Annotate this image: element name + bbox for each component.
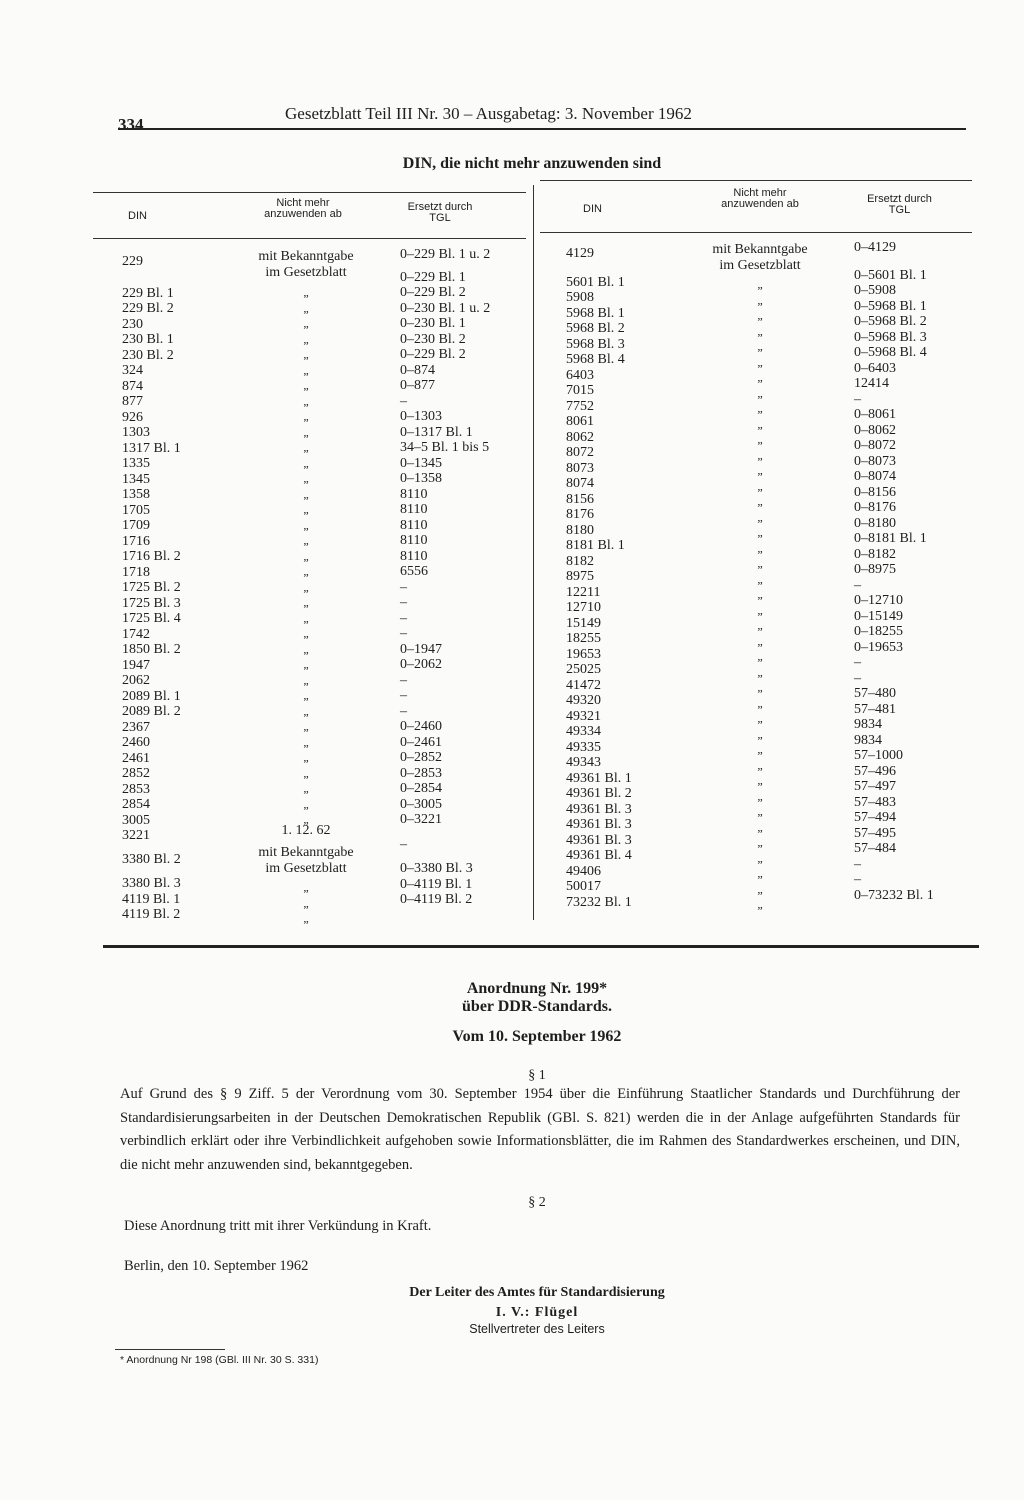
ab-line: mit Bekanntgabe: [712, 242, 808, 257]
table-cell: 2853: [122, 781, 150, 797]
table-cell: 1718: [122, 564, 150, 580]
table-cell: 15149: [566, 615, 601, 631]
ditto-mark: „: [757, 556, 763, 570]
ditto-mark: „: [757, 323, 763, 338]
table-cell: 229 Bl. 2: [122, 301, 174, 316]
left-tgl-column: [400, 247, 490, 908]
table-cell: 0–4119 Bl. 1: [400, 876, 473, 892]
table-top-rule-left: [93, 192, 526, 193]
table-cell: –: [400, 393, 407, 409]
table-cell: 73232 Bl. 1: [566, 894, 632, 910]
table-cell: 0–6403: [854, 360, 896, 376]
table-cell: 0–4129: [854, 240, 896, 255]
table-cell: 0–230 Bl. 2: [400, 331, 466, 347]
left-din-column: [122, 254, 181, 923]
left-ab-ditto-tail: [236, 880, 376, 927]
table-cell: 1705: [122, 502, 150, 518]
table-cell: 0–230 Bl. 1: [400, 316, 466, 331]
ditto-mark: „: [757, 711, 763, 725]
table-cell: 1716 Bl. 2: [122, 549, 181, 564]
ditto-mark: „: [757, 385, 763, 400]
place-date: Berlin, den 10. September 1962: [124, 1258, 309, 1274]
table-cell: 2460: [122, 735, 150, 750]
table-cell: 0–2460: [400, 719, 442, 734]
table-cell: –: [400, 672, 407, 688]
signature-organization: Der Leiter des Amtes für Standardisierung: [409, 1285, 665, 1300]
table-cell: 2089 Bl. 2: [122, 704, 181, 719]
ditto-mark: „: [303, 502, 309, 516]
table-cell: 0–12710: [854, 593, 903, 608]
ditto-mark: „: [303, 641, 309, 656]
table-cell: 0–2854: [400, 781, 442, 796]
ditto-mark: „: [303, 688, 309, 702]
table-cell: 49320: [566, 693, 601, 708]
table-cell: 12211: [566, 584, 601, 600]
ditto-mark: „: [303, 610, 309, 625]
ditto-mark: „: [303, 796, 309, 811]
table-cell: 18255: [566, 631, 601, 646]
ditto-mark: „: [303, 424, 309, 439]
table-cell: 3380 Bl. 3: [122, 876, 181, 891]
table-cell: –: [400, 610, 407, 626]
table-cell: 1947: [122, 657, 150, 673]
table-cell: 5968 Bl. 2: [566, 321, 625, 336]
table-cell: –: [854, 856, 861, 872]
table-cell: 49361 Bl. 3: [566, 817, 632, 832]
right-tgl-column: [854, 240, 934, 903]
table-cell: 6403: [566, 367, 594, 383]
ditto-mark: „: [303, 579, 309, 594]
table-bottom-rule: [103, 945, 979, 948]
table-cell: 8110: [400, 502, 428, 517]
table-cell: 8110: [400, 517, 428, 533]
table-cell: 0–8176: [854, 500, 896, 515]
ditto-mark: „: [303, 362, 309, 377]
table-cell: 0–230 Bl. 1 u. 2: [400, 300, 491, 316]
table-cell: 57–480: [854, 686, 896, 701]
table-cell: 0–2853: [400, 765, 442, 781]
table-cell: 49361 Bl. 1: [566, 770, 632, 786]
ditto-mark: „: [757, 292, 763, 307]
table-cell: 0–5908: [854, 283, 896, 298]
ditto-mark: „: [757, 478, 763, 493]
table-cell: 6556: [400, 564, 428, 579]
table-cell: 0–8156: [854, 484, 896, 500]
footnote: * Anordnung Nr 198 (GBl. III Nr. 30 S. 331): [120, 1354, 319, 1366]
table-cell: 12414: [854, 376, 889, 391]
ditto-mark: „: [303, 911, 309, 925]
table-cell: 926: [122, 409, 143, 425]
order-title: Anordnung Nr. 199*: [466, 980, 608, 997]
signature-role: Stellvertreter des Leiters: [469, 1322, 605, 1336]
ditto-mark: „: [303, 548, 309, 563]
table-cell: 8156: [566, 491, 594, 507]
table-cell: 8975: [566, 569, 594, 584]
table-cell: 0–2852: [400, 750, 442, 765]
table-cell: 2089 Bl. 1: [122, 688, 181, 704]
table-cell: 8182: [566, 553, 594, 569]
table-cell: 49335: [566, 739, 601, 755]
table-cell: 3221: [122, 828, 150, 843]
page-number: 334: [118, 115, 144, 134]
ditto-mark: „: [757, 695, 763, 710]
table-cell: 49361 Bl. 2: [566, 786, 632, 801]
ditto-mark: „: [757, 788, 763, 803]
table-cell: 2062: [122, 673, 150, 688]
table-cell: 0–8182: [854, 546, 896, 562]
header-bottom-rule-left: [93, 238, 526, 239]
ditto-mark: „: [757, 649, 763, 663]
ditto-mark: „: [757, 804, 763, 818]
right-ab-ditto-column: [690, 277, 830, 913]
ditto-mark: „: [757, 602, 763, 617]
table-cell: 8110: [400, 533, 428, 548]
table-cell: 0–8975: [854, 562, 896, 577]
table-cell: 7752: [566, 398, 594, 414]
table-cell: 0–8181 Bl. 1: [854, 531, 927, 546]
table-cell: –: [854, 872, 861, 887]
ditto-mark: „: [757, 354, 763, 369]
right-mit-bekanntgabe: [690, 242, 830, 273]
left-mit-bekanntgabe-2: [236, 845, 376, 876]
table-cell: 9834: [854, 717, 882, 732]
table-cell: 0–1317 Bl. 1: [400, 424, 473, 440]
ditto-mark: „: [303, 440, 309, 454]
table-cell: 4119 Bl. 1: [122, 891, 181, 907]
ditto-mark: „: [303, 880, 309, 894]
table-cell: 19653: [566, 646, 601, 662]
ab-line: im Gesetzblatt: [265, 860, 347, 876]
ditto-mark: „: [303, 471, 309, 485]
table-title: DIN, die nicht mehr anzuwenden sind: [402, 155, 662, 172]
table-cell: –: [400, 626, 407, 641]
ab-line: mit Bekanntgabe: [258, 845, 354, 860]
order-subtitle: über DDR-Standards.: [462, 998, 612, 1015]
ditto-mark: „: [757, 401, 763, 415]
table-cell: 5968 Bl. 1: [566, 305, 625, 321]
table-cell: 0–8061: [854, 407, 896, 422]
table-cell: 8061: [566, 414, 594, 429]
ditto-mark: „: [757, 370, 763, 384]
table-cell: 0–229 Bl. 1: [400, 269, 466, 285]
table-cell: 8180: [566, 522, 594, 538]
table-cell: 49361 Bl. 3: [566, 832, 632, 848]
table-cell: 50017: [566, 879, 601, 894]
col-header-ab-left: Nicht mehr anzuwenden ab: [264, 197, 342, 220]
ditto-mark: „: [757, 447, 763, 462]
table-cell: 0–3005: [400, 796, 442, 812]
table-cell: 0–19653: [854, 639, 903, 655]
ditto-mark: „: [303, 347, 309, 361]
table-cell: 0–18255: [854, 624, 903, 639]
section-1-mark: § 1: [528, 1068, 546, 1083]
table-cell: 12710: [566, 600, 601, 615]
table-cell: 4119 Bl. 2: [122, 907, 181, 922]
table-cell: 49321: [566, 708, 601, 724]
table-cell: 8072: [566, 445, 594, 460]
table-cell: 0–874: [400, 362, 435, 378]
table-cell: 8110: [400, 486, 428, 502]
table-cell: 34–5 Bl. 1 bis 5: [400, 440, 490, 455]
ditto-mark: „: [303, 533, 309, 547]
right-din-column: [566, 246, 632, 910]
table-cell: 2854: [122, 797, 150, 812]
table-cell: –: [400, 703, 407, 719]
ditto-mark: „: [757, 881, 763, 896]
table-cell: 1742: [122, 626, 150, 642]
table-cell: 0–5968 Bl. 2: [854, 314, 927, 329]
ditto-mark: „: [757, 897, 763, 911]
ditto-mark: „: [757, 618, 763, 632]
ditto-mark: „: [757, 587, 763, 601]
table-cell: 0–8062: [854, 422, 896, 438]
table-cell: 1725 Bl. 3: [122, 595, 181, 611]
table-cell: 49343: [566, 755, 601, 770]
table-cell: 57–483: [854, 794, 896, 810]
table-cell: 8110: [400, 548, 428, 564]
ditto-mark: „: [303, 595, 309, 609]
table-cell: 1850 Bl. 2: [122, 642, 181, 657]
table-cell: 1317 Bl. 1: [122, 440, 181, 456]
table-cell: 0–15149: [854, 608, 903, 624]
table-cell: 0–229 Bl. 2: [400, 347, 466, 362]
ditto-mark: „: [757, 416, 763, 431]
table-cell: 41472: [566, 677, 601, 693]
ditto-mark: „: [303, 300, 309, 315]
ditto-mark: „: [757, 509, 763, 524]
ditto-mark: „: [303, 781, 309, 795]
table-cell: 0–229 Bl. 2: [400, 285, 466, 300]
ditto-mark: „: [757, 773, 763, 787]
table-cell: 49361 Bl. 4: [566, 848, 632, 863]
section-2-mark: § 2: [528, 1195, 546, 1210]
ditto-mark: „: [303, 378, 309, 392]
ditto-mark: „: [303, 703, 309, 718]
table-cell: 324: [122, 363, 143, 378]
table-cell: 0–1947: [400, 641, 442, 657]
table-cell: 2852: [122, 766, 150, 781]
table-cell: 0–8180: [854, 515, 896, 531]
header-rule: [118, 128, 966, 130]
ditto-mark: „: [303, 486, 309, 501]
table-cell: 1725 Bl. 2: [122, 580, 181, 595]
ditto-mark: „: [757, 850, 763, 865]
table-cell: –: [854, 577, 861, 593]
ditto-mark: „: [303, 409, 309, 423]
table-cell: 1725 Bl. 4: [122, 611, 181, 626]
table-cell: 0–3221: [400, 812, 442, 827]
table-cell: 0–5968 Bl. 1: [854, 298, 927, 314]
table-cell: 0–73232 Bl. 1: [854, 887, 934, 903]
ab-line: im Gesetzblatt: [265, 264, 347, 280]
table-cell: 4129: [566, 246, 594, 261]
table-cell: 874: [122, 378, 143, 394]
table-cell: 229: [122, 254, 143, 269]
table-cell: 49406: [566, 863, 601, 879]
ditto-mark: „: [303, 719, 309, 733]
table-cell: 230 Bl. 1: [122, 332, 174, 347]
ditto-mark: „: [303, 765, 309, 780]
section-1-paragraph: Auf Grund des § 9 Ziff. 5 der Verordnung vom 30. September 1954 über die Einführung Staatlicher Standards und Durchführung der Standardisierungsarbeiten in der Deutschen Demokratischen Republik (GBl. S. 821) werden die in der Anlage aufgeführten Standards für verbindlich erklärt oder ihre Verbindlichkeit aufgehoben sowie Informationsblätter, die im Rahmen des Standardwerkes erscheinen, und DIN, die nicht mehr anzuwenden sind, bekanntgegeben.: [120, 1086, 960, 1173]
table-cell: 0–229 Bl. 1 u. 2: [400, 247, 491, 262]
table-cell: 1335: [122, 456, 150, 471]
table-cell: 57–1000: [854, 748, 903, 763]
ditto-mark: „: [303, 657, 309, 671]
table-cell: 5601 Bl. 1: [566, 274, 625, 290]
ditto-mark: „: [303, 672, 309, 687]
ditto-mark: „: [757, 494, 763, 508]
ditto-mark: „: [757, 277, 763, 291]
table-cell: 9834: [854, 732, 882, 748]
table-cell: 0–8074: [854, 469, 896, 484]
table-cell: 49361 Bl. 3: [566, 801, 632, 817]
table-cell: 57–484: [854, 841, 896, 856]
ditto-mark: „: [757, 757, 763, 772]
ditto-mark: „: [303, 812, 309, 826]
table-cell: 0–8073: [854, 453, 896, 469]
ditto-mark: „: [303, 517, 309, 532]
table-cell: –: [854, 670, 861, 686]
table-cell: 57–494: [854, 810, 896, 825]
ditto-mark: „: [757, 819, 763, 834]
ditto-mark: „: [757, 339, 763, 353]
ditto-mark: „: [757, 680, 763, 694]
ditto-mark: „: [303, 393, 309, 408]
table-cell: 3005: [122, 812, 150, 828]
table-cell: 1358: [122, 487, 150, 502]
ab-line: im Gesetzblatt: [719, 257, 801, 273]
ditto-mark: „: [757, 308, 763, 322]
table-cell: 0–2461: [400, 734, 442, 750]
ditto-mark: „: [303, 626, 309, 640]
footnote-rule: [115, 1349, 225, 1350]
table-cell: 57–496: [854, 763, 896, 779]
table-cell: 0–5968 Bl. 4: [854, 345, 927, 360]
ditto-mark: „: [757, 540, 763, 555]
table-cell: 7015: [566, 383, 594, 398]
table-cell: 8073: [566, 460, 594, 476]
ditto-mark: „: [303, 316, 309, 330]
table-center-divider: [533, 185, 534, 920]
col-header-tgl-left: Ersetzt durch TGL: [407, 201, 473, 224]
table-cell: 49334: [566, 724, 601, 739]
ditto-mark: „: [757, 726, 763, 741]
table-cell: 3380 Bl. 2: [122, 851, 181, 867]
ditto-mark: „: [757, 835, 763, 849]
table-cell: 57–495: [854, 825, 896, 841]
table-cell: 57–481: [854, 701, 896, 717]
table-cell: 0–877: [400, 378, 435, 393]
table-cell: –: [400, 595, 407, 610]
running-header: Gesetzblatt Teil III Nr. 30 – Ausgabetag: 3. November 1962: [285, 104, 692, 123]
ditto-mark: „: [303, 734, 309, 749]
table-cell: 0–3380 Bl. 3: [400, 861, 473, 876]
ditto-mark: „: [303, 895, 309, 910]
table-cell: 0–1345: [400, 455, 442, 471]
table-cell: 0–8072: [854, 438, 896, 453]
ditto-mark: „: [303, 331, 309, 346]
table-cell: –: [400, 688, 407, 703]
ditto-mark: „: [757, 633, 763, 648]
ab-line: mit Bekanntgabe: [258, 249, 354, 264]
signature-name: I. V.: Flügel: [495, 1305, 579, 1320]
table-cell: 877: [122, 394, 143, 409]
table-cell: 2461: [122, 750, 150, 766]
table-top-rule-right: [540, 180, 972, 181]
table-cell: 0–1358: [400, 471, 442, 486]
table-cell: –: [854, 655, 861, 670]
table-cell: 1716: [122, 533, 150, 549]
table-cell: 5968 Bl. 4: [566, 352, 625, 367]
ditto-mark: „: [303, 750, 309, 764]
table-cell: 0–1303: [400, 409, 442, 424]
header-bottom-rule-right: [540, 232, 972, 233]
table-cell: –: [400, 579, 407, 595]
table-cell: 0–2062: [400, 657, 442, 672]
ditto-mark: „: [757, 742, 763, 756]
table-cell: 0–5601 Bl. 1: [854, 267, 927, 283]
section-2-paragraph: Diese Anordnung tritt mit ihrer Verkündung in Kraft.: [124, 1218, 432, 1234]
table-cell: 8181 Bl. 1: [566, 538, 625, 553]
order-date: Vom 10. September 1962: [452, 1028, 622, 1045]
table-cell: 8176: [566, 507, 594, 522]
col-header-din-right: DIN: [583, 203, 602, 215]
ditto-mark: „: [303, 455, 309, 470]
table-cell: 229 Bl. 1: [122, 285, 174, 301]
ditto-mark: „: [303, 285, 309, 299]
ditto-mark: „: [303, 564, 309, 578]
col-header-tgl-right: Ersetzt durch TGL: [867, 193, 932, 216]
col-header-din-left: DIN: [128, 210, 147, 222]
table-cell: 8074: [566, 476, 594, 491]
ditto-mark: „: [757, 866, 763, 880]
col-header-ab-right: Nicht mehr anzuwenden ab: [721, 187, 799, 210]
ditto-mark: „: [757, 432, 763, 446]
table-cell: 5968 Bl. 3: [566, 336, 625, 352]
left-ab-ditto-column: [236, 285, 376, 828]
ditto-mark: „: [757, 571, 763, 586]
table-cell: 230: [122, 316, 143, 332]
ditto-mark: „: [757, 525, 763, 539]
table-cell: 57–497: [854, 779, 896, 794]
table-cell: 25025: [566, 662, 601, 677]
table-cell: –: [400, 836, 407, 852]
ditto-mark: „: [757, 664, 763, 679]
table-cell: 1345: [122, 471, 150, 487]
ditto-mark: „: [757, 463, 763, 477]
table-cell: 0–5968 Bl. 3: [854, 329, 927, 345]
left-mit-bekanntgabe-1: [236, 249, 376, 280]
table-cell: –: [854, 391, 861, 407]
table-cell: 5908: [566, 290, 594, 305]
table-cell: 1709: [122, 518, 150, 533]
table-cell: 1303: [122, 425, 150, 440]
table-cell: 8062: [566, 429, 594, 445]
table-cell: 230 Bl. 2: [122, 347, 174, 363]
left-ab-date: 1. 12. 62: [281, 823, 331, 838]
table-cell: 0–4119 Bl. 2: [400, 892, 473, 907]
table-cell: 2367: [122, 719, 150, 735]
